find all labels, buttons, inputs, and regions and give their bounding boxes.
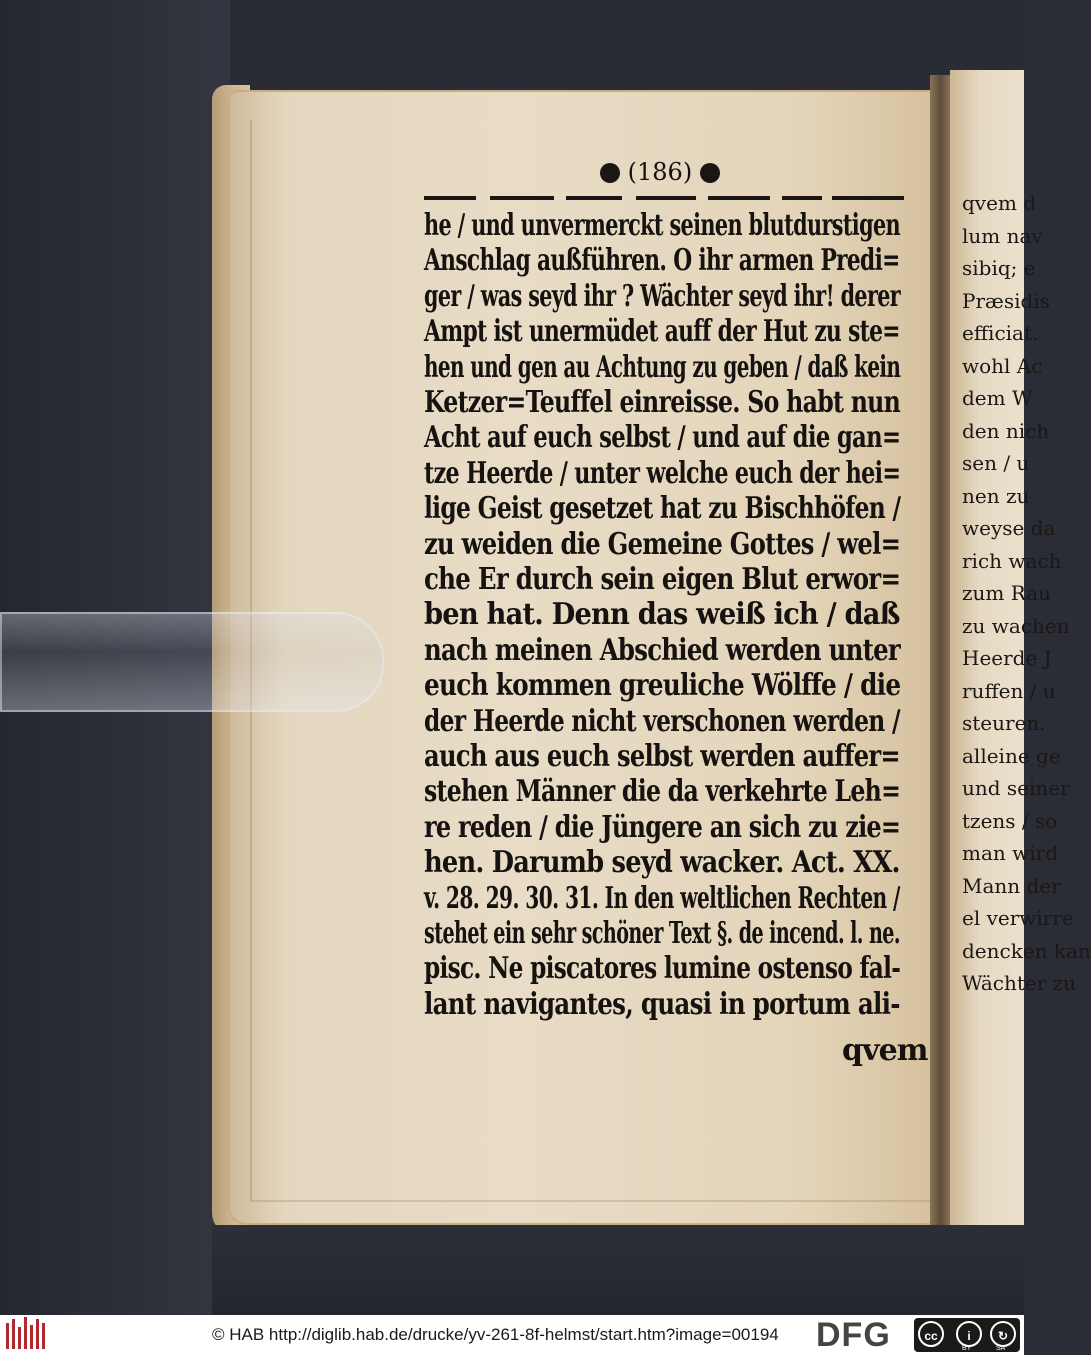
clip-band <box>0 612 384 712</box>
facing-text-line: Heerde J <box>962 646 1052 670</box>
page-number: (186) <box>627 158 693 186</box>
facing-text-line: dencken kan <box>962 938 1091 963</box>
text-line: hen. Darumb seyd wacker. Act. XX. <box>424 845 900 881</box>
facing-text-line: ruffen / u <box>962 678 1056 703</box>
facing-text-line: den nich <box>962 418 1050 443</box>
facing-text-line: sibiq; e <box>962 256 1036 280</box>
sa-icon: ↻ <box>990 1321 1016 1347</box>
hab-logo-icon <box>4 1317 50 1353</box>
facing-page-text <box>962 190 1091 1010</box>
cc-license-badge[interactable] <box>914 1318 1020 1352</box>
cc-icon: cc <box>918 1321 944 1347</box>
text-line: auch aus euch selbst werden auffer= <box>424 739 900 774</box>
ornament-left-icon <box>600 163 620 183</box>
page-header <box>600 158 720 186</box>
dfg-logo: DFG <box>816 1316 891 1354</box>
text-line: lant navigantes, quasi in portum ali- <box>424 986 900 1022</box>
facing-text-line: man wird <box>962 841 1059 865</box>
text-line: lige Geist gesetzet hat zu Bischhöfen / <box>424 491 901 527</box>
facing-text-line: nen zu <box>962 483 1030 508</box>
text-line: Anschlag außführen. O ihr armen Predi= <box>424 243 900 279</box>
facing-text-line: dem W <box>962 386 1033 410</box>
by-icon: i <box>956 1321 982 1347</box>
facing-text-line: Wächter zu <box>962 971 1077 995</box>
facing-text-line: lum nav <box>962 223 1043 248</box>
facing-text-line: el verwirre <box>962 906 1074 930</box>
header-rule <box>490 196 554 200</box>
sa-label: SA <box>996 1345 1006 1352</box>
footer-bar <box>0 1315 1024 1355</box>
header-rule <box>782 196 822 200</box>
text-line: stehet ein sehr schöner Text §. de incend. l. ne. <box>424 916 900 951</box>
text-line: Ampt ist unermüdet auff der Hut zu ste= <box>424 314 900 350</box>
text-line: nach meinen Abschied werden unter <box>424 632 900 668</box>
text-line: Ketzer=Teuffel einreisse. So habt nun <box>424 385 901 420</box>
facing-text-line: zum Rau <box>962 581 1052 605</box>
text-line: der Heerde nicht verschonen werden / <box>424 703 900 739</box>
facing-text-line: tzens / so <box>962 808 1058 833</box>
facing-text-line: wohl Ac <box>962 353 1043 378</box>
facing-text-line: zu wachen <box>962 613 1070 638</box>
facing-text-line: alleine ge <box>962 743 1061 768</box>
catchword: qvem <box>842 1033 928 1068</box>
facing-text-line: und seiner <box>962 776 1070 800</box>
bottom-shadow <box>212 1225 1024 1315</box>
text-line: pisc. Ne piscatores lumine ostenso fal- <box>424 951 901 987</box>
header-rule <box>708 196 770 200</box>
header-rule <box>566 196 622 200</box>
text-line: ger / was seyd ihr ? Wächter seyd ihr! derer <box>424 278 901 314</box>
text-line: che Er durch sein eigen Blut erwor= <box>424 562 901 597</box>
ornament-right-icon <box>700 163 720 183</box>
header-rule <box>636 196 696 200</box>
facing-text-line: qvem d <box>962 191 1037 215</box>
text-line: euch kommen greuliche Wölffe / die <box>424 668 901 704</box>
facing-text-line: Præsidis <box>962 288 1050 313</box>
text-line: zu weiden die Gemeine Gottes / wel= <box>424 526 901 562</box>
text-line: v. 28. 29. 30. 31. In den weltlichen Rechten / <box>424 880 900 916</box>
facing-text-line: Mann der <box>962 873 1061 898</box>
facing-text-line: weyse da <box>962 516 1056 540</box>
text-line: Acht auf euch selbst / und auf die gan= <box>424 420 901 456</box>
facing-text-line: efficiat. <box>962 321 1039 345</box>
text-line: he / und unvermerckt seinen blutdurstigen <box>424 208 901 243</box>
text-line: re reden / die Jüngere an sich zu zie= <box>424 809 901 845</box>
text-line: hen und gen au Achtung zu geben / daß kein <box>424 349 901 385</box>
facing-text-line: rich wach <box>962 548 1062 573</box>
facing-text-line: sen / u <box>962 451 1030 475</box>
copyright-url[interactable]: © HAB http://diglib.hab.de/drucke/yv-261-8f-helmst/start.htm?image=00194 <box>212 1325 779 1344</box>
by-label: BY <box>962 1345 972 1352</box>
header-rule <box>832 196 904 200</box>
plastic-page-clip <box>0 590 390 740</box>
text-line: stehen Männer die da verkehrte Leh= <box>424 774 901 810</box>
facing-text-line: steuren. <box>962 711 1046 735</box>
text-line: ben hat. Denn das weiß ich / daß <box>424 597 900 633</box>
text-line: tze Heerde / unter welche euch der hei= <box>424 455 901 491</box>
header-rule <box>424 196 476 200</box>
